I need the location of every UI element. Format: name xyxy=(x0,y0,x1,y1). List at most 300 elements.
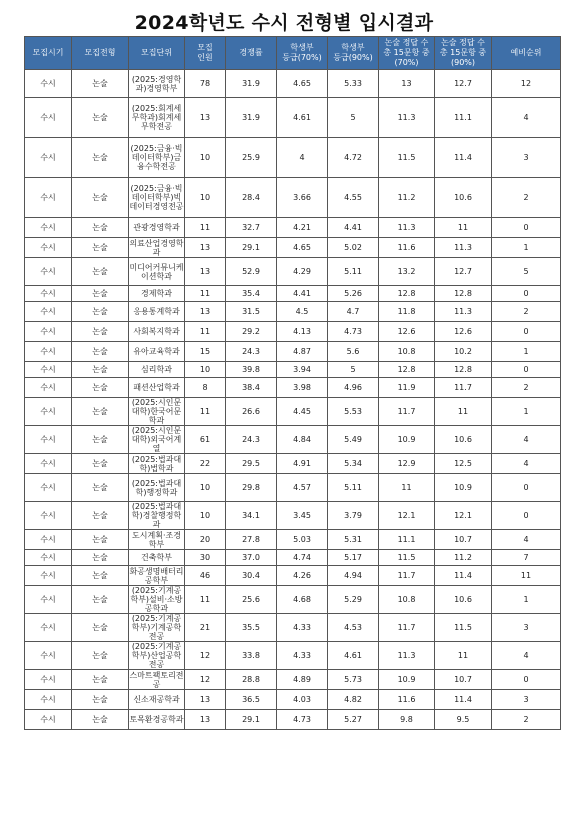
cell-period: 수시 xyxy=(25,550,72,566)
cell-unit: 사회복지학과 xyxy=(129,322,185,342)
cell-waitlist: 5 xyxy=(492,258,561,286)
cell-type: 논술 xyxy=(72,178,129,218)
cell-essay70: 11.6 xyxy=(379,690,435,710)
table-row xyxy=(25,258,561,286)
cell-period: 수시 xyxy=(25,178,72,218)
cell-gpa90: 5 xyxy=(328,98,379,138)
cell-gpa70: 4.73 xyxy=(277,710,328,730)
admission-results-table xyxy=(24,36,561,730)
cell-period: 수시 xyxy=(25,502,72,530)
cell-gpa70: 4.5 xyxy=(277,302,328,322)
cell-waitlist: 4 xyxy=(492,426,561,454)
cell-essay70: 13 xyxy=(379,70,435,98)
cell-waitlist: 4 xyxy=(492,530,561,550)
cell-essay70: 12.1 xyxy=(379,502,435,530)
cell-quota: 8 xyxy=(185,378,226,398)
cell-type: 논술 xyxy=(72,286,129,302)
cell-gpa90: 5.49 xyxy=(328,426,379,454)
cell-type: 논술 xyxy=(72,586,129,614)
cell-type: 논술 xyxy=(72,218,129,238)
table-row xyxy=(25,566,561,586)
cell-gpa70: 3.66 xyxy=(277,178,328,218)
table-row xyxy=(25,670,561,690)
cell-essay90: 10.7 xyxy=(435,530,492,550)
cell-essay90: 12.5 xyxy=(435,454,492,474)
cell-gpa90: 4.41 xyxy=(328,218,379,238)
table-row xyxy=(25,690,561,710)
cell-gpa70: 4.13 xyxy=(277,322,328,342)
cell-period: 수시 xyxy=(25,398,72,426)
cell-essay70: 11.2 xyxy=(379,178,435,218)
cell-ratio: 39.8 xyxy=(226,362,277,378)
cell-essay90: 11 xyxy=(435,398,492,426)
cell-gpa90: 4.55 xyxy=(328,178,379,218)
cell-period: 수시 xyxy=(25,138,72,178)
cell-gpa70: 4 xyxy=(277,138,328,178)
cell-waitlist: 0 xyxy=(492,474,561,502)
cell-essay90: 12.1 xyxy=(435,502,492,530)
cell-essay70: 12.8 xyxy=(379,362,435,378)
cell-unit: 관광경영학과 xyxy=(129,218,185,238)
cell-essay70: 11.8 xyxy=(379,302,435,322)
cell-quota: 11 xyxy=(185,586,226,614)
table-row xyxy=(25,302,561,322)
cell-gpa90: 5.73 xyxy=(328,670,379,690)
header-type: 모집전형 xyxy=(72,37,129,70)
cell-quota: 12 xyxy=(185,642,226,670)
cell-unit: 유아교육학과 xyxy=(129,342,185,362)
cell-gpa90: 5.29 xyxy=(328,586,379,614)
cell-gpa70: 4.65 xyxy=(277,70,328,98)
cell-gpa90: 5.17 xyxy=(328,550,379,566)
table-row xyxy=(25,586,561,614)
header-gpa90: 학생부 등급(90%) xyxy=(328,37,379,70)
cell-quota: 61 xyxy=(185,426,226,454)
cell-period: 수시 xyxy=(25,218,72,238)
cell-ratio: 24.3 xyxy=(226,342,277,362)
cell-quota: 15 xyxy=(185,342,226,362)
cell-essay90: 12.6 xyxy=(435,322,492,342)
cell-ratio: 35.5 xyxy=(226,614,277,642)
cell-ratio: 33.8 xyxy=(226,642,277,670)
cell-ratio: 30.4 xyxy=(226,566,277,586)
cell-gpa70: 4.91 xyxy=(277,454,328,474)
cell-type: 논술 xyxy=(72,258,129,286)
table-row xyxy=(25,474,561,502)
cell-essay90: 12.8 xyxy=(435,362,492,378)
cell-essay70: 10.9 xyxy=(379,426,435,454)
cell-gpa90: 4.61 xyxy=(328,642,379,670)
cell-type: 논술 xyxy=(72,398,129,426)
table-row xyxy=(25,378,561,398)
cell-gpa90: 4.72 xyxy=(328,138,379,178)
cell-essay90: 11.7 xyxy=(435,378,492,398)
cell-waitlist: 4 xyxy=(492,642,561,670)
cell-ratio: 38.4 xyxy=(226,378,277,398)
cell-unit: (2025:법과대학)행정학과 xyxy=(129,474,185,502)
table-row xyxy=(25,342,561,362)
cell-quota: 13 xyxy=(185,690,226,710)
cell-ratio: 36.5 xyxy=(226,690,277,710)
cell-gpa90: 5.26 xyxy=(328,286,379,302)
cell-type: 논술 xyxy=(72,474,129,502)
cell-gpa70: 4.68 xyxy=(277,586,328,614)
cell-quota: 13 xyxy=(185,302,226,322)
cell-ratio: 26.6 xyxy=(226,398,277,426)
table-row xyxy=(25,642,561,670)
cell-waitlist: 2 xyxy=(492,302,561,322)
cell-period: 수시 xyxy=(25,454,72,474)
cell-unit: 신소재공학과 xyxy=(129,690,185,710)
cell-gpa90: 5.33 xyxy=(328,70,379,98)
cell-essay70: 11.7 xyxy=(379,566,435,586)
cell-gpa90: 4.73 xyxy=(328,322,379,342)
cell-essay90: 11.4 xyxy=(435,690,492,710)
cell-quota: 13 xyxy=(185,258,226,286)
cell-type: 논술 xyxy=(72,322,129,342)
cell-quota: 30 xyxy=(185,550,226,566)
cell-quota: 20 xyxy=(185,530,226,550)
cell-gpa70: 4.21 xyxy=(277,218,328,238)
cell-quota: 13 xyxy=(185,98,226,138)
table-row xyxy=(25,426,561,454)
cell-gpa70: 4.65 xyxy=(277,238,328,258)
cell-waitlist: 3 xyxy=(492,690,561,710)
cell-unit: 응용통계학과 xyxy=(129,302,185,322)
cell-period: 수시 xyxy=(25,586,72,614)
cell-ratio: 31.9 xyxy=(226,98,277,138)
table-row xyxy=(25,322,561,342)
cell-essay70: 11.5 xyxy=(379,138,435,178)
cell-gpa70: 4.03 xyxy=(277,690,328,710)
header-essay70: 논술 정답 수 총 15문항 중 (70%) xyxy=(379,37,435,70)
cell-waitlist: 12 xyxy=(492,70,561,98)
cell-period: 수시 xyxy=(25,530,72,550)
cell-quota: 10 xyxy=(185,474,226,502)
cell-gpa90: 5.11 xyxy=(328,474,379,502)
cell-quota: 10 xyxy=(185,362,226,378)
cell-ratio: 34.1 xyxy=(226,502,277,530)
cell-period: 수시 xyxy=(25,670,72,690)
cell-essay90: 10.6 xyxy=(435,586,492,614)
cell-essay70: 10.8 xyxy=(379,342,435,362)
cell-essay70: 13.2 xyxy=(379,258,435,286)
cell-unit: 패션산업학과 xyxy=(129,378,185,398)
cell-quota: 11 xyxy=(185,218,226,238)
cell-waitlist: 0 xyxy=(492,218,561,238)
table-row xyxy=(25,530,561,550)
cell-essay90: 11.3 xyxy=(435,302,492,322)
table-body xyxy=(25,70,561,730)
cell-essay70: 9.8 xyxy=(379,710,435,730)
table-row xyxy=(25,218,561,238)
cell-period: 수시 xyxy=(25,642,72,670)
cell-period: 수시 xyxy=(25,474,72,502)
cell-waitlist: 0 xyxy=(492,670,561,690)
cell-essay90: 9.5 xyxy=(435,710,492,730)
cell-gpa90: 5.02 xyxy=(328,238,379,258)
cell-ratio: 29.8 xyxy=(226,474,277,502)
cell-ratio: 28.8 xyxy=(226,670,277,690)
cell-waitlist: 7 xyxy=(492,550,561,566)
cell-period: 수시 xyxy=(25,322,72,342)
cell-period: 수시 xyxy=(25,302,72,322)
cell-essay70: 12.9 xyxy=(379,454,435,474)
cell-unit: (2025:법과대학)법학과 xyxy=(129,454,185,474)
cell-gpa70: 3.45 xyxy=(277,502,328,530)
cell-quota: 11 xyxy=(185,286,226,302)
cell-period: 수시 xyxy=(25,566,72,586)
cell-essay70: 10.8 xyxy=(379,586,435,614)
cell-gpa70: 4.33 xyxy=(277,614,328,642)
cell-waitlist: 0 xyxy=(492,322,561,342)
cell-type: 논술 xyxy=(72,138,129,178)
cell-quota: 13 xyxy=(185,238,226,258)
cell-type: 논술 xyxy=(72,530,129,550)
cell-essay70: 11.5 xyxy=(379,550,435,566)
cell-ratio: 29.5 xyxy=(226,454,277,474)
cell-gpa70: 4.89 xyxy=(277,670,328,690)
cell-gpa90: 5.27 xyxy=(328,710,379,730)
cell-period: 수시 xyxy=(25,286,72,302)
cell-period: 수시 xyxy=(25,98,72,138)
cell-gpa70: 4.29 xyxy=(277,258,328,286)
cell-essay90: 11 xyxy=(435,218,492,238)
table-row xyxy=(25,710,561,730)
cell-unit: 스마트팩토리전공 xyxy=(129,670,184,689)
cell-unit: (2025:기계공학부)산업공학전공 xyxy=(129,642,185,670)
cell-gpa90: 5.31 xyxy=(328,530,379,550)
table-row xyxy=(25,286,561,302)
cell-ratio: 52.9 xyxy=(226,258,277,286)
cell-unit: 도시계획·조경학부 xyxy=(129,530,185,550)
cell-quota: 13 xyxy=(185,710,226,730)
cell-waitlist: 1 xyxy=(492,238,561,258)
cell-quota: 22 xyxy=(185,454,226,474)
cell-unit: 심리학과 xyxy=(129,362,185,378)
cell-ratio: 37.0 xyxy=(226,550,277,566)
cell-type: 논술 xyxy=(72,614,129,642)
cell-gpa70: 3.98 xyxy=(277,378,328,398)
cell-essay70: 11 xyxy=(379,474,435,502)
cell-quota: 10 xyxy=(185,178,226,218)
cell-essay90: 11 xyxy=(435,642,492,670)
cell-unit: (2025:시인문대학)한국어문학과 xyxy=(129,398,185,426)
cell-type: 논술 xyxy=(72,98,129,138)
cell-essay70: 11.3 xyxy=(379,98,435,138)
table-row xyxy=(25,614,561,642)
cell-ratio: 31.5 xyxy=(226,302,277,322)
cell-gpa70: 4.33 xyxy=(277,642,328,670)
cell-type: 논술 xyxy=(72,70,129,98)
cell-unit: 의료산업경영학과 xyxy=(129,238,184,257)
header-gpa70: 학생부 등급(70%) xyxy=(277,37,328,70)
cell-essay90: 11.2 xyxy=(435,550,492,566)
cell-ratio: 32.7 xyxy=(226,218,277,238)
cell-type: 논술 xyxy=(72,690,129,710)
cell-essay90: 10.6 xyxy=(435,178,492,218)
table-row xyxy=(25,178,561,218)
cell-gpa70: 4.61 xyxy=(277,98,328,138)
header-quota: 모집 인원 xyxy=(185,37,226,70)
cell-gpa90: 5.34 xyxy=(328,454,379,474)
cell-essay70: 11.3 xyxy=(379,218,435,238)
cell-unit: (2025:금융·빅데이터학부)금융수학전공 xyxy=(129,138,185,178)
header-unit: 모집단위 xyxy=(129,37,185,70)
cell-essay90: 11.3 xyxy=(435,238,492,258)
table-row xyxy=(25,398,561,426)
cell-period: 수시 xyxy=(25,614,72,642)
cell-essay70: 11.9 xyxy=(379,378,435,398)
header-ratio: 경쟁률 xyxy=(226,37,277,70)
cell-gpa90: 4.96 xyxy=(328,378,379,398)
cell-gpa70: 4.57 xyxy=(277,474,328,502)
cell-unit: 토목환경공학과 xyxy=(129,710,185,730)
cell-essay70: 12.8 xyxy=(379,286,435,302)
cell-essay90: 11.4 xyxy=(435,566,492,586)
cell-period: 수시 xyxy=(25,238,72,258)
cell-ratio: 27.8 xyxy=(226,530,277,550)
cell-type: 논술 xyxy=(72,302,129,322)
table-row xyxy=(25,454,561,474)
cell-unit: (2025:회계세무학과)회계세무학전공 xyxy=(129,98,185,138)
cell-type: 논술 xyxy=(72,566,129,586)
table-row xyxy=(25,70,561,98)
cell-quota: 10 xyxy=(185,138,226,178)
cell-gpa70: 5.03 xyxy=(277,530,328,550)
cell-waitlist: 0 xyxy=(492,502,561,530)
cell-gpa90: 5 xyxy=(328,362,379,378)
cell-type: 논술 xyxy=(72,502,129,530)
cell-unit: (2025:기계공학부)기계공학전공 xyxy=(129,614,185,642)
cell-gpa90: 4.53 xyxy=(328,614,379,642)
cell-waitlist: 3 xyxy=(492,138,561,178)
cell-essay70: 11.7 xyxy=(379,614,435,642)
cell-type: 논술 xyxy=(72,670,129,690)
cell-waitlist: 1 xyxy=(492,342,561,362)
cell-waitlist: 1 xyxy=(492,586,561,614)
cell-period: 수시 xyxy=(25,70,72,98)
cell-quota: 78 xyxy=(185,70,226,98)
cell-quota: 46 xyxy=(185,566,226,586)
table-row xyxy=(25,98,561,138)
cell-unit: (2025:기계공학부)설비·소방공학과 xyxy=(130,586,183,613)
cell-waitlist: 0 xyxy=(492,362,561,378)
cell-essay90: 10.9 xyxy=(435,474,492,502)
cell-essay70: 12.6 xyxy=(379,322,435,342)
cell-essay70: 10.9 xyxy=(379,670,435,690)
cell-waitlist: 2 xyxy=(492,710,561,730)
cell-gpa70: 4.84 xyxy=(277,426,328,454)
cell-gpa70: 3.94 xyxy=(277,362,328,378)
header-waitlist: 예비순위 xyxy=(492,37,561,70)
cell-waitlist: 0 xyxy=(492,286,561,302)
table-row xyxy=(25,550,561,566)
cell-essay70: 11.6 xyxy=(379,238,435,258)
cell-gpa90: 3.79 xyxy=(328,502,379,530)
cell-unit: 화공생명배터리공학부 xyxy=(129,566,184,585)
cell-unit: 건축학부 xyxy=(129,550,185,566)
cell-type: 논술 xyxy=(72,550,129,566)
cell-type: 논술 xyxy=(72,238,129,258)
cell-essay90: 12.7 xyxy=(435,70,492,98)
cell-unit: (2025:법과대학)경찰행정학과 xyxy=(129,502,185,530)
cell-waitlist: 4 xyxy=(492,98,561,138)
cell-period: 수시 xyxy=(25,710,72,730)
cell-waitlist: 11 xyxy=(492,566,561,586)
cell-period: 수시 xyxy=(25,342,72,362)
cell-gpa90: 4.82 xyxy=(328,690,379,710)
cell-gpa70: 4.74 xyxy=(277,550,328,566)
cell-gpa90: 4.94 xyxy=(328,566,379,586)
table-row xyxy=(25,238,561,258)
cell-type: 논술 xyxy=(72,454,129,474)
cell-ratio: 24.3 xyxy=(226,426,277,454)
cell-ratio: 29.2 xyxy=(226,322,277,342)
cell-essay90: 12.8 xyxy=(435,286,492,302)
cell-unit: (2025:경영학과)경영학부 xyxy=(129,70,185,98)
cell-period: 수시 xyxy=(25,362,72,378)
table-row xyxy=(25,138,561,178)
cell-unit: 경제학과 xyxy=(129,286,185,302)
table-row xyxy=(25,502,561,530)
cell-type: 논술 xyxy=(72,362,129,378)
cell-quota: 10 xyxy=(185,502,226,530)
cell-essay90: 12.7 xyxy=(435,258,492,286)
cell-waitlist: 3 xyxy=(492,614,561,642)
table-row xyxy=(25,362,561,378)
cell-ratio: 31.9 xyxy=(226,70,277,98)
cell-period: 수시 xyxy=(25,426,72,454)
cell-quota: 21 xyxy=(185,614,226,642)
cell-period: 수시 xyxy=(25,690,72,710)
page-title: 2024학년도 수시 전형별 입시결과 xyxy=(134,12,434,34)
cell-essay90: 11.4 xyxy=(435,138,492,178)
cell-ratio: 25.9 xyxy=(226,138,277,178)
cell-gpa70: 4.41 xyxy=(277,286,328,302)
cell-gpa70: 4.26 xyxy=(277,566,328,586)
cell-unit: 미디어커뮤니케이션학과 xyxy=(129,258,185,286)
cell-gpa70: 4.45 xyxy=(277,398,328,426)
cell-period: 수시 xyxy=(25,378,72,398)
cell-type: 논술 xyxy=(72,342,129,362)
cell-type: 논술 xyxy=(72,642,129,670)
cell-type: 논술 xyxy=(72,710,129,730)
cell-waitlist: 1 xyxy=(492,398,561,426)
cell-essay70: 11.1 xyxy=(379,530,435,550)
cell-period: 수시 xyxy=(25,258,72,286)
cell-essay90: 11.5 xyxy=(435,614,492,642)
cell-ratio: 29.1 xyxy=(226,238,277,258)
cell-ratio: 28.4 xyxy=(226,178,277,218)
cell-quota: 12 xyxy=(185,670,226,690)
cell-type: 논술 xyxy=(72,426,129,454)
cell-ratio: 35.4 xyxy=(226,286,277,302)
header-essay90: 논술 정답 수 총 15문항 중 (90%) xyxy=(435,37,492,70)
cell-essay90: 10.2 xyxy=(435,342,492,362)
cell-quota: 11 xyxy=(185,322,226,342)
cell-ratio: 29.1 xyxy=(226,710,277,730)
cell-type: 논술 xyxy=(72,378,129,398)
header-period: 모집시기 xyxy=(25,37,72,70)
cell-gpa90: 5.6 xyxy=(328,342,379,362)
cell-quota: 11 xyxy=(185,398,226,426)
header-row xyxy=(25,37,561,70)
cell-essay90: 10.6 xyxy=(435,426,492,454)
cell-gpa70: 4.87 xyxy=(277,342,328,362)
cell-waitlist: 2 xyxy=(492,378,561,398)
cell-gpa90: 5.11 xyxy=(328,258,379,286)
